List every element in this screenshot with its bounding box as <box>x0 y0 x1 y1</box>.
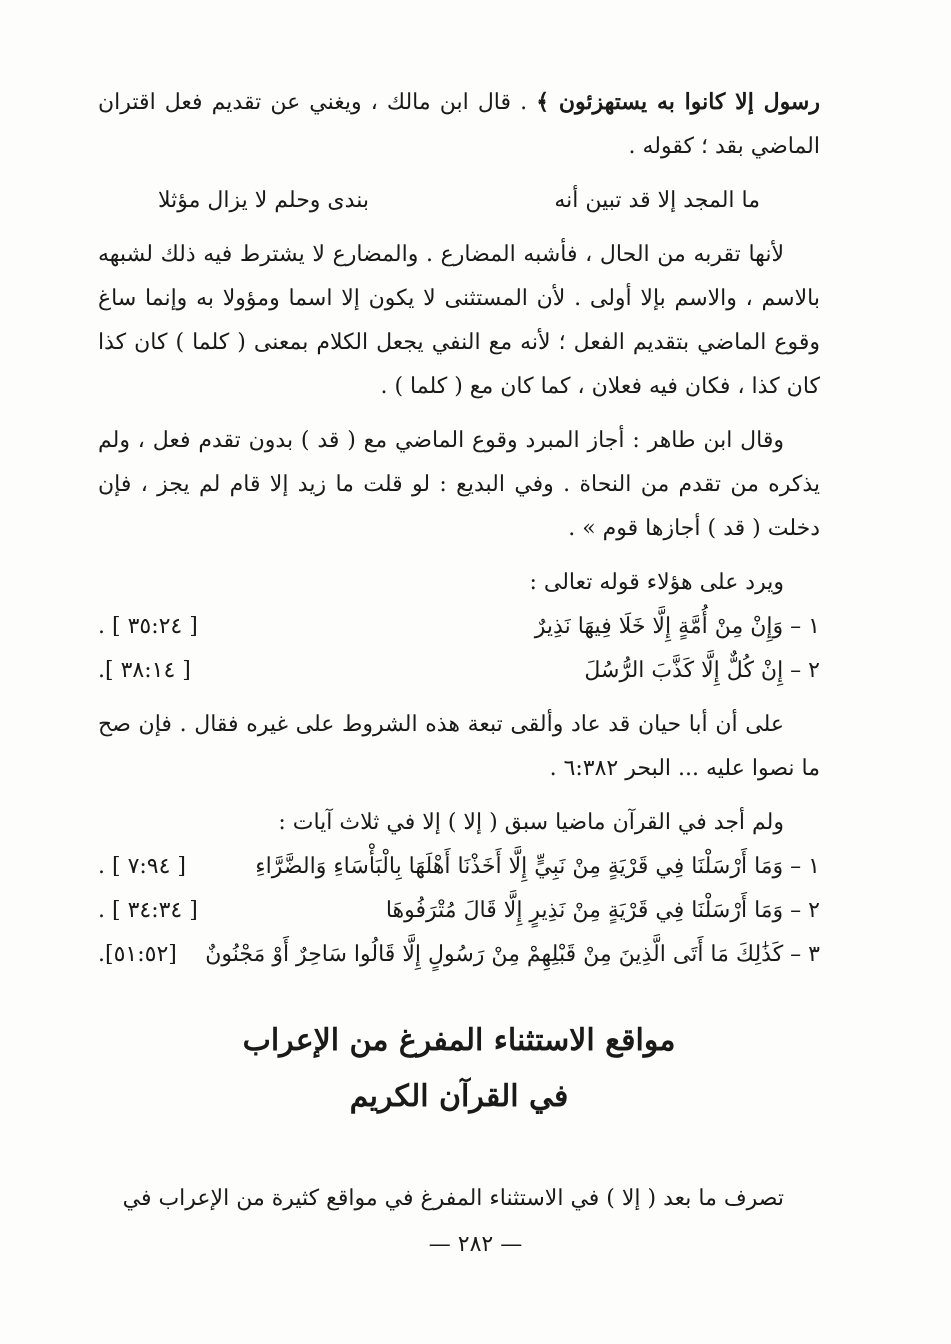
verse-reference: [ ٣٤:٣٤ ] . <box>98 898 198 923</box>
verse-row <box>98 889 820 933</box>
paragraph-2: لأنها تقربه من الحال ، فأشبه المضارع . والمضارع لا يشترط فيه ذلك لشبهه بالاسم ، والاسم بإلا أولى . لأن المستثنى لا يكون إلا اسما ومؤولا به وإنما ساغ وقوع الماضي بتقديم الفعل ؛ لأنه مع النفي يجعل الكلام بمعنى ( كلما ) كان كذا كان كذا ، فكان فيه فعلان ، كما كان مع ( كلما ) . <box>98 242 820 399</box>
poem-first-hemistich: ما المجد إلا قد تبين أنه <box>554 188 760 213</box>
verse-reference: [ ٣٥:٢٤ ] . <box>98 614 198 639</box>
verse-text: ٢ – وَمَا أَرْسَلْنَا فِي قَرْيَةٍ مِنْ نَذِيرٍ إِلَّا قَالَ مُتْرَفُوهَا <box>385 898 820 923</box>
paragraph-1-rest: . قال ابن مالك ، ويغني عن تقديم فعل اقتران الماضي بقد ؛ كقوله . <box>98 90 820 159</box>
verse-row <box>98 649 820 693</box>
verse-reference: [ ٣٨:١٤ ]. <box>98 658 191 683</box>
page-number: — ٢٨٢ — <box>428 1232 523 1257</box>
section-heading <box>98 1013 820 1125</box>
verse-row <box>98 845 820 889</box>
paragraph-3: وقال ابن طاهر : أجاز المبرد وقوع الماضي مع ( قد ) بدون تقدم فعل ، ولم يذكره من تقدم من النحاة . وفي البديع : لو قلت ما زيد إلا قام لم يجز ، فإن دخلت ( قد ) أجازها قوم » . <box>98 428 820 541</box>
paragraph-5: على أن أبا حيان قد عاد وألقى تبعة هذه الشروط على غيره فقال . فإن صح ما نصوا عليه ... البحر ٦:٣٨٢ . <box>98 712 820 781</box>
verse-text: ١ – وَإِنْ مِنْ أُمَّةٍ إِلَّا خَلَا فِيهَا نَذِيرٌ <box>534 614 820 639</box>
paragraph-1 <box>98 80 820 169</box>
verse-row <box>98 605 820 649</box>
verse-row <box>98 933 820 977</box>
paragraph-6: ولم أجد في القرآن ماضيا سبق ( إلا ) إلا في ثلاث آيات : <box>278 810 784 835</box>
quran-quote: رسول إلا كانوا به يستهزئون ﴾ <box>536 89 820 115</box>
verse-text: ١ – وَمَا أَرْسَلْنَا فِي قَرْيَةٍ مِنْ نَبِيٍّ إِلَّا أَخَذْنَا أَهْلَهَا بِالْبَأْسَاءِ وَالضَّرَّاءِ <box>255 854 820 879</box>
verse-list-2 <box>98 845 820 977</box>
poem-verse <box>98 179 820 223</box>
poem-second-hemistich: بندى وحلم لا يزال مؤثلا <box>158 188 369 213</box>
heading-line-2: في القرآن الكريم <box>349 1079 569 1114</box>
verse-reference: [٥١:٥٢]. <box>98 942 177 967</box>
paragraph-4: ويرد على هؤلاء قوله تعالى : <box>529 570 784 595</box>
verse-reference: [ ٧:٩٤ ] . <box>98 854 187 879</box>
verse-text: ٢ – إِنْ كُلٌّ إِلَّا كَذَّبَ الرُّسُلَ <box>584 658 820 683</box>
verse-list-1 <box>98 605 820 693</box>
paragraph-7: تصرف ما بعد ( إلا ) في الاستثناء المفرغ في مواقع كثيرة من الإعراب في <box>122 1186 784 1211</box>
verse-text: ٣ – كَذَٰلِكَ مَا أَتَى الَّذِينَ مِنْ قَبْلِهِمْ مِنْ رَسُولٍ إِلَّا قَالُوا سَاحِرٌ أَوْ مَجْنُونٌ <box>205 942 820 967</box>
body-text <box>98 80 820 1231</box>
heading-line-1: مواقع الاستثناء المفرغ من الإعراب <box>242 1023 676 1058</box>
